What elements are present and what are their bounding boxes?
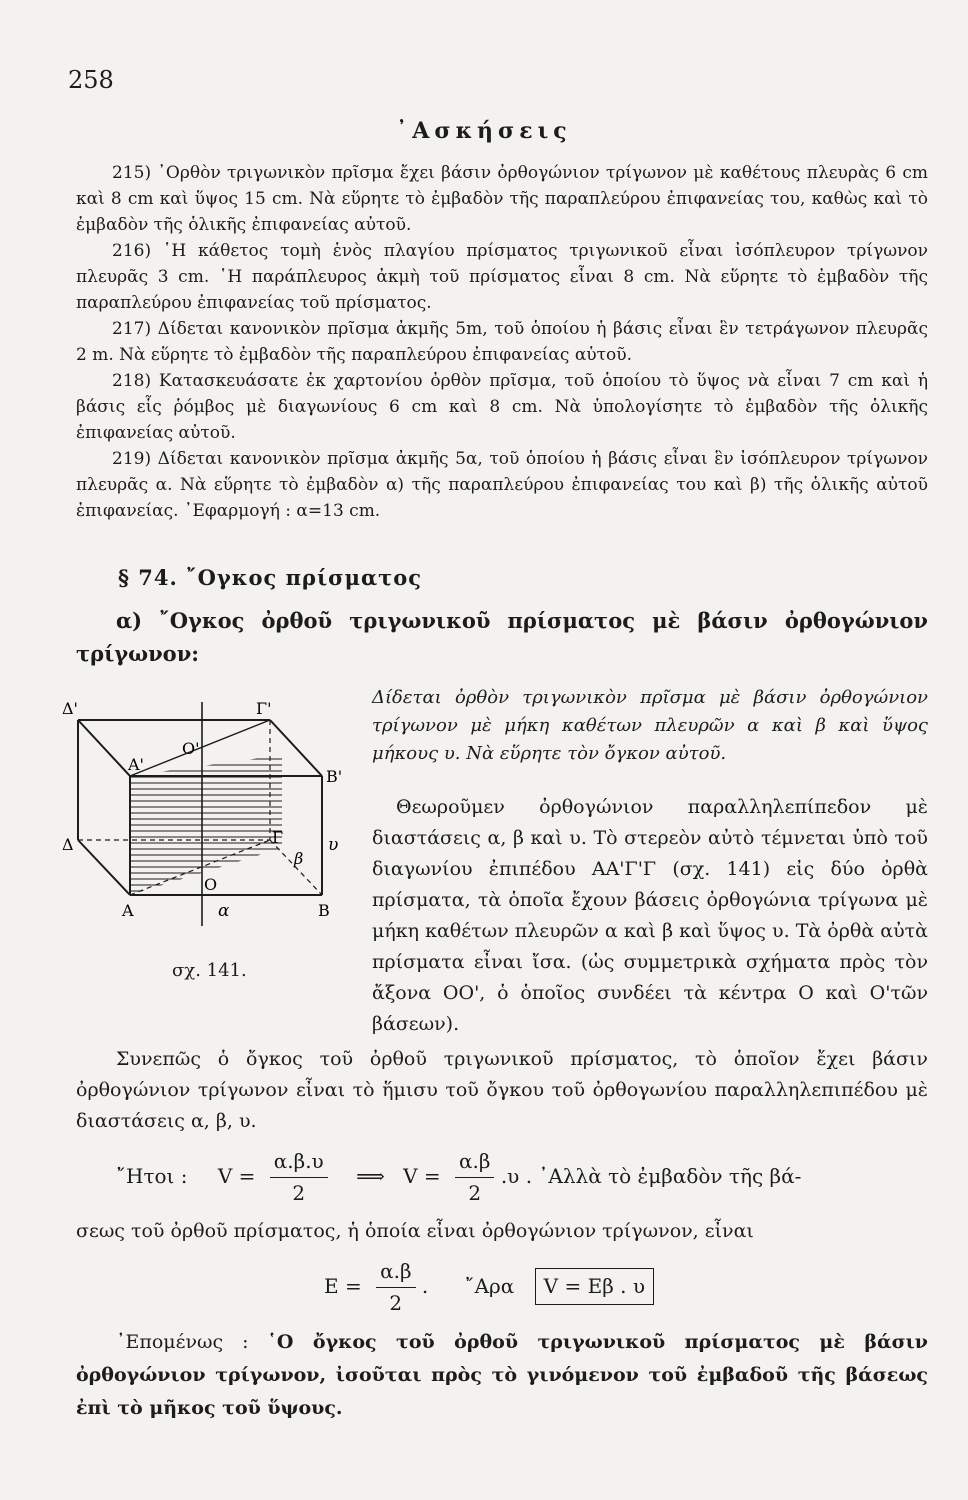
figure-caption: σχ. 141. bbox=[172, 960, 247, 981]
fraction-ab bbox=[455, 1146, 494, 1209]
label-b-prime: Β' bbox=[326, 767, 343, 786]
formula-rhs: V = bbox=[403, 1164, 441, 1188]
proof-paragraph: Θεωροῦμεν ὀρθογώνιον παραλληλεπίπεδον μὲ διαστάσεις α, β καὶ υ. Τὸ στερεὸν αὐτὸ τέμνεται ὑπὸ τοῦ διαγωνίου ἐπιπέδου ΑΑ'Γ'Γ (σχ. 141) εἰς δύο ὀρθὰ πρίσματα, τὰ ὁποῖα ἔχουν βάσεις ὀρθογώνια τρίγωνα μὲ μήκη καθέτων πλευρῶν α καὶ β καὶ ὕψος υ. Τὰ ὀρθὰ αὐτὰ πρίσματα εἶναι ἴσα. (ὡς συμμετρικὰ σχήματα πρὸς τὸν ἄξονα ΟΟ', ὁ ὁποῖος συνδέει τὰ κέντρα Ο καὶ Ο'τῶν βάσεων). bbox=[372, 796, 928, 1035]
final-theorem: ῾Ο ὄγκος τοῦ ὀρθοῦ τριγωνικοῦ πρίσματος μὲ βάσιν ὀρθογώνιον τρίγωνον, ἰσοῦται πρὸς τὸ γινόμενον τοῦ ἐμβαδοῦ τῆς βάσεως ἐπὶ τὸ μῆκος τοῦ ὕψους. bbox=[76, 1331, 928, 1419]
conclusion bbox=[76, 1044, 928, 1137]
fraction-numerator: α.β bbox=[376, 1256, 415, 1288]
continuation-line: σεως τοῦ ὀρθοῦ πρίσματος, ἡ ὁποία εἶναι ὀρθογώνιον τρίγωνον, εἶναι bbox=[76, 1220, 754, 1242]
label-a-prime: Α' bbox=[128, 755, 144, 774]
label-a-side: α bbox=[218, 901, 230, 921]
formula-tail: .υ . ᾿Αλλὰ τὸ ἐμβαδὸν τῆς βά- bbox=[500, 1164, 802, 1188]
edge bbox=[78, 840, 130, 895]
exercise-218: 218) Κατασκευάσατε ἐκ χαρτονίου ὀρθὸν πρῖσμα, τοῦ ὁποίου τὸ ὕψος νὰ εἶναι 7 cm καὶ ἡ βάσις εἷς ῥόμβος μὲ διαγωνίους 6 cm καὶ 8 cm. Νὰ ὑπολογίσητε τὸ ἐμβαδὸν τῆς ὁλικῆς ἐπιφανείας αὐτοῦ. bbox=[76, 371, 928, 443]
area-lhs: E = bbox=[324, 1274, 362, 1298]
fraction-denominator: 2 bbox=[292, 1181, 306, 1205]
prism-figure bbox=[60, 690, 360, 950]
formula-lead: ῎Ητοι : bbox=[116, 1164, 188, 1188]
section-title: § 74. ῎Ογκος πρίσματος bbox=[118, 565, 423, 590]
formula-lhs: V = bbox=[217, 1164, 256, 1188]
label-u: υ bbox=[328, 835, 339, 855]
boxed-volume-formula: V = Eβ . υ bbox=[535, 1268, 654, 1305]
label-o-prime: O' bbox=[182, 739, 200, 758]
fraction-ab-area bbox=[376, 1256, 415, 1319]
conclusion-paragraph: Συνεπῶς ὁ ὄγκος τοῦ ὀρθοῦ τριγωνικοῦ πρίσματος, τὸ ὁποῖον ἔχει βάσιν ὀρθογώνιον τρίγωνον εἶναι τὸ ἥμισυ τοῦ ὄγκου τοῦ ὀρθογωνίου παραλληλεπιπέδου μὲ διαστάσεις α, β, υ. bbox=[76, 1048, 928, 1132]
proof-text bbox=[372, 792, 928, 1040]
exercise-list bbox=[76, 160, 928, 524]
page-number: 258 bbox=[68, 66, 114, 94]
ara-word: ῎Αρα bbox=[464, 1274, 515, 1298]
implies-arrow: ⟹ bbox=[356, 1164, 385, 1188]
formula-line-2 bbox=[76, 1256, 928, 1319]
fraction-numerator: α.β.υ bbox=[270, 1146, 328, 1178]
fraction-numerator: α.β bbox=[455, 1146, 494, 1178]
continuation bbox=[76, 1216, 928, 1247]
label-g-prime: Γ' bbox=[256, 699, 272, 718]
exercises-heading: ᾿Ασκήσεις bbox=[396, 118, 572, 144]
exercise-215: 215) ᾿Ορθὸν τριγωνικὸν πρῖσμα ἔχει βάσιν ὀρθογώνιον τρίγωνον μὲ καθέτους πλευρὰς 6 cm καὶ 8 cm καὶ ὕψος 15 cm. Νὰ εὕρητε τὸ ἐμβαδὸν τῆς παραπλεύρου ἐπιφανείας του, καθὼς καὶ τὸ ἐμβαδὸν τῆς ὁλικῆς ἐπιφανείας αὐτοῦ. bbox=[76, 163, 928, 235]
edge bbox=[78, 720, 130, 776]
exercise-217: 217) Δίδεται κανονικὸν πρῖσμα ἀκμῆς 5m, τοῦ ὁποίου ἡ βάσις εἶναι ἓν τετράγωνον πλευρᾶς 2 m. Νὰ εὕρητε τὸ ἐμβαδὸν τῆς παραπλεύρου ἐπιφανείας αὐτοῦ. bbox=[76, 319, 928, 365]
fraction-abu bbox=[270, 1146, 328, 1209]
label-o: O bbox=[204, 875, 218, 894]
subheading: α) ῎Ογκος ὀρθοῦ τριγωνικοῦ πρίσματος μὲ βάσιν ὀρθογώνιον τρίγωνον: bbox=[76, 608, 928, 666]
final-lead: ᾿Επομένως : bbox=[116, 1331, 249, 1353]
exercise-216: 216) ῾Η κάθετος τομὴ ἑνὸς πλαγίου πρίσματος τριγωνικοῦ εἶναι ἰσόπλευρον τρίγωνον πλευρᾶς 3 cm. ῾Η παράπλευρος ἀκμὴ τοῦ πρίσματος εἶναι 8 cm. Νὰ εὕρητε τὸ ἐμβαδὸν τῆς παραπλεύρου ἐπιφανείας τοῦ πρίσματος. bbox=[76, 241, 928, 313]
label-g: Γ bbox=[272, 828, 284, 847]
final-statement bbox=[76, 1326, 928, 1425]
fraction-denominator: 2 bbox=[468, 1181, 482, 1205]
label-d-prime: Δ' bbox=[62, 699, 78, 718]
label-d: Δ bbox=[62, 835, 74, 854]
problem-statement: Δίδεται ὀρθὸν τριγωνικὸν πρῖσμα μὲ βάσιν ὀρθογώνιον τρίγωνον μὲ μήκη καθέτων πλευρῶν α καὶ β καὶ ὕψος μήκους υ. Νὰ εὕρητε τὸν ὄγκον αὐτοῦ. bbox=[372, 687, 928, 764]
label-a: Α bbox=[122, 901, 134, 920]
exercise-219: 219) Δίδεται κανονικὸν πρῖσμα ἀκμῆς 5α, τοῦ ὁποίου ἡ βάσις εἶναι ἓν ἰσόπλευρον τρίγωνον πλευρᾶς α. Νὰ εὕρητε τὸ ἐμβαδὸν α) τῆς παραπλεύρου ἐπιφανείας του καὶ β) τῆς ὁλικῆς αὐτοῦ ἐπιφανείας. ᾿Εφαρμογή : α=13 cm. bbox=[76, 449, 928, 521]
label-b: Β bbox=[318, 901, 330, 920]
fraction-denominator: 2 bbox=[389, 1291, 403, 1315]
label-b-side: β bbox=[294, 849, 304, 868]
formula-line-1 bbox=[76, 1146, 928, 1209]
formula-dot: . bbox=[421, 1274, 429, 1298]
